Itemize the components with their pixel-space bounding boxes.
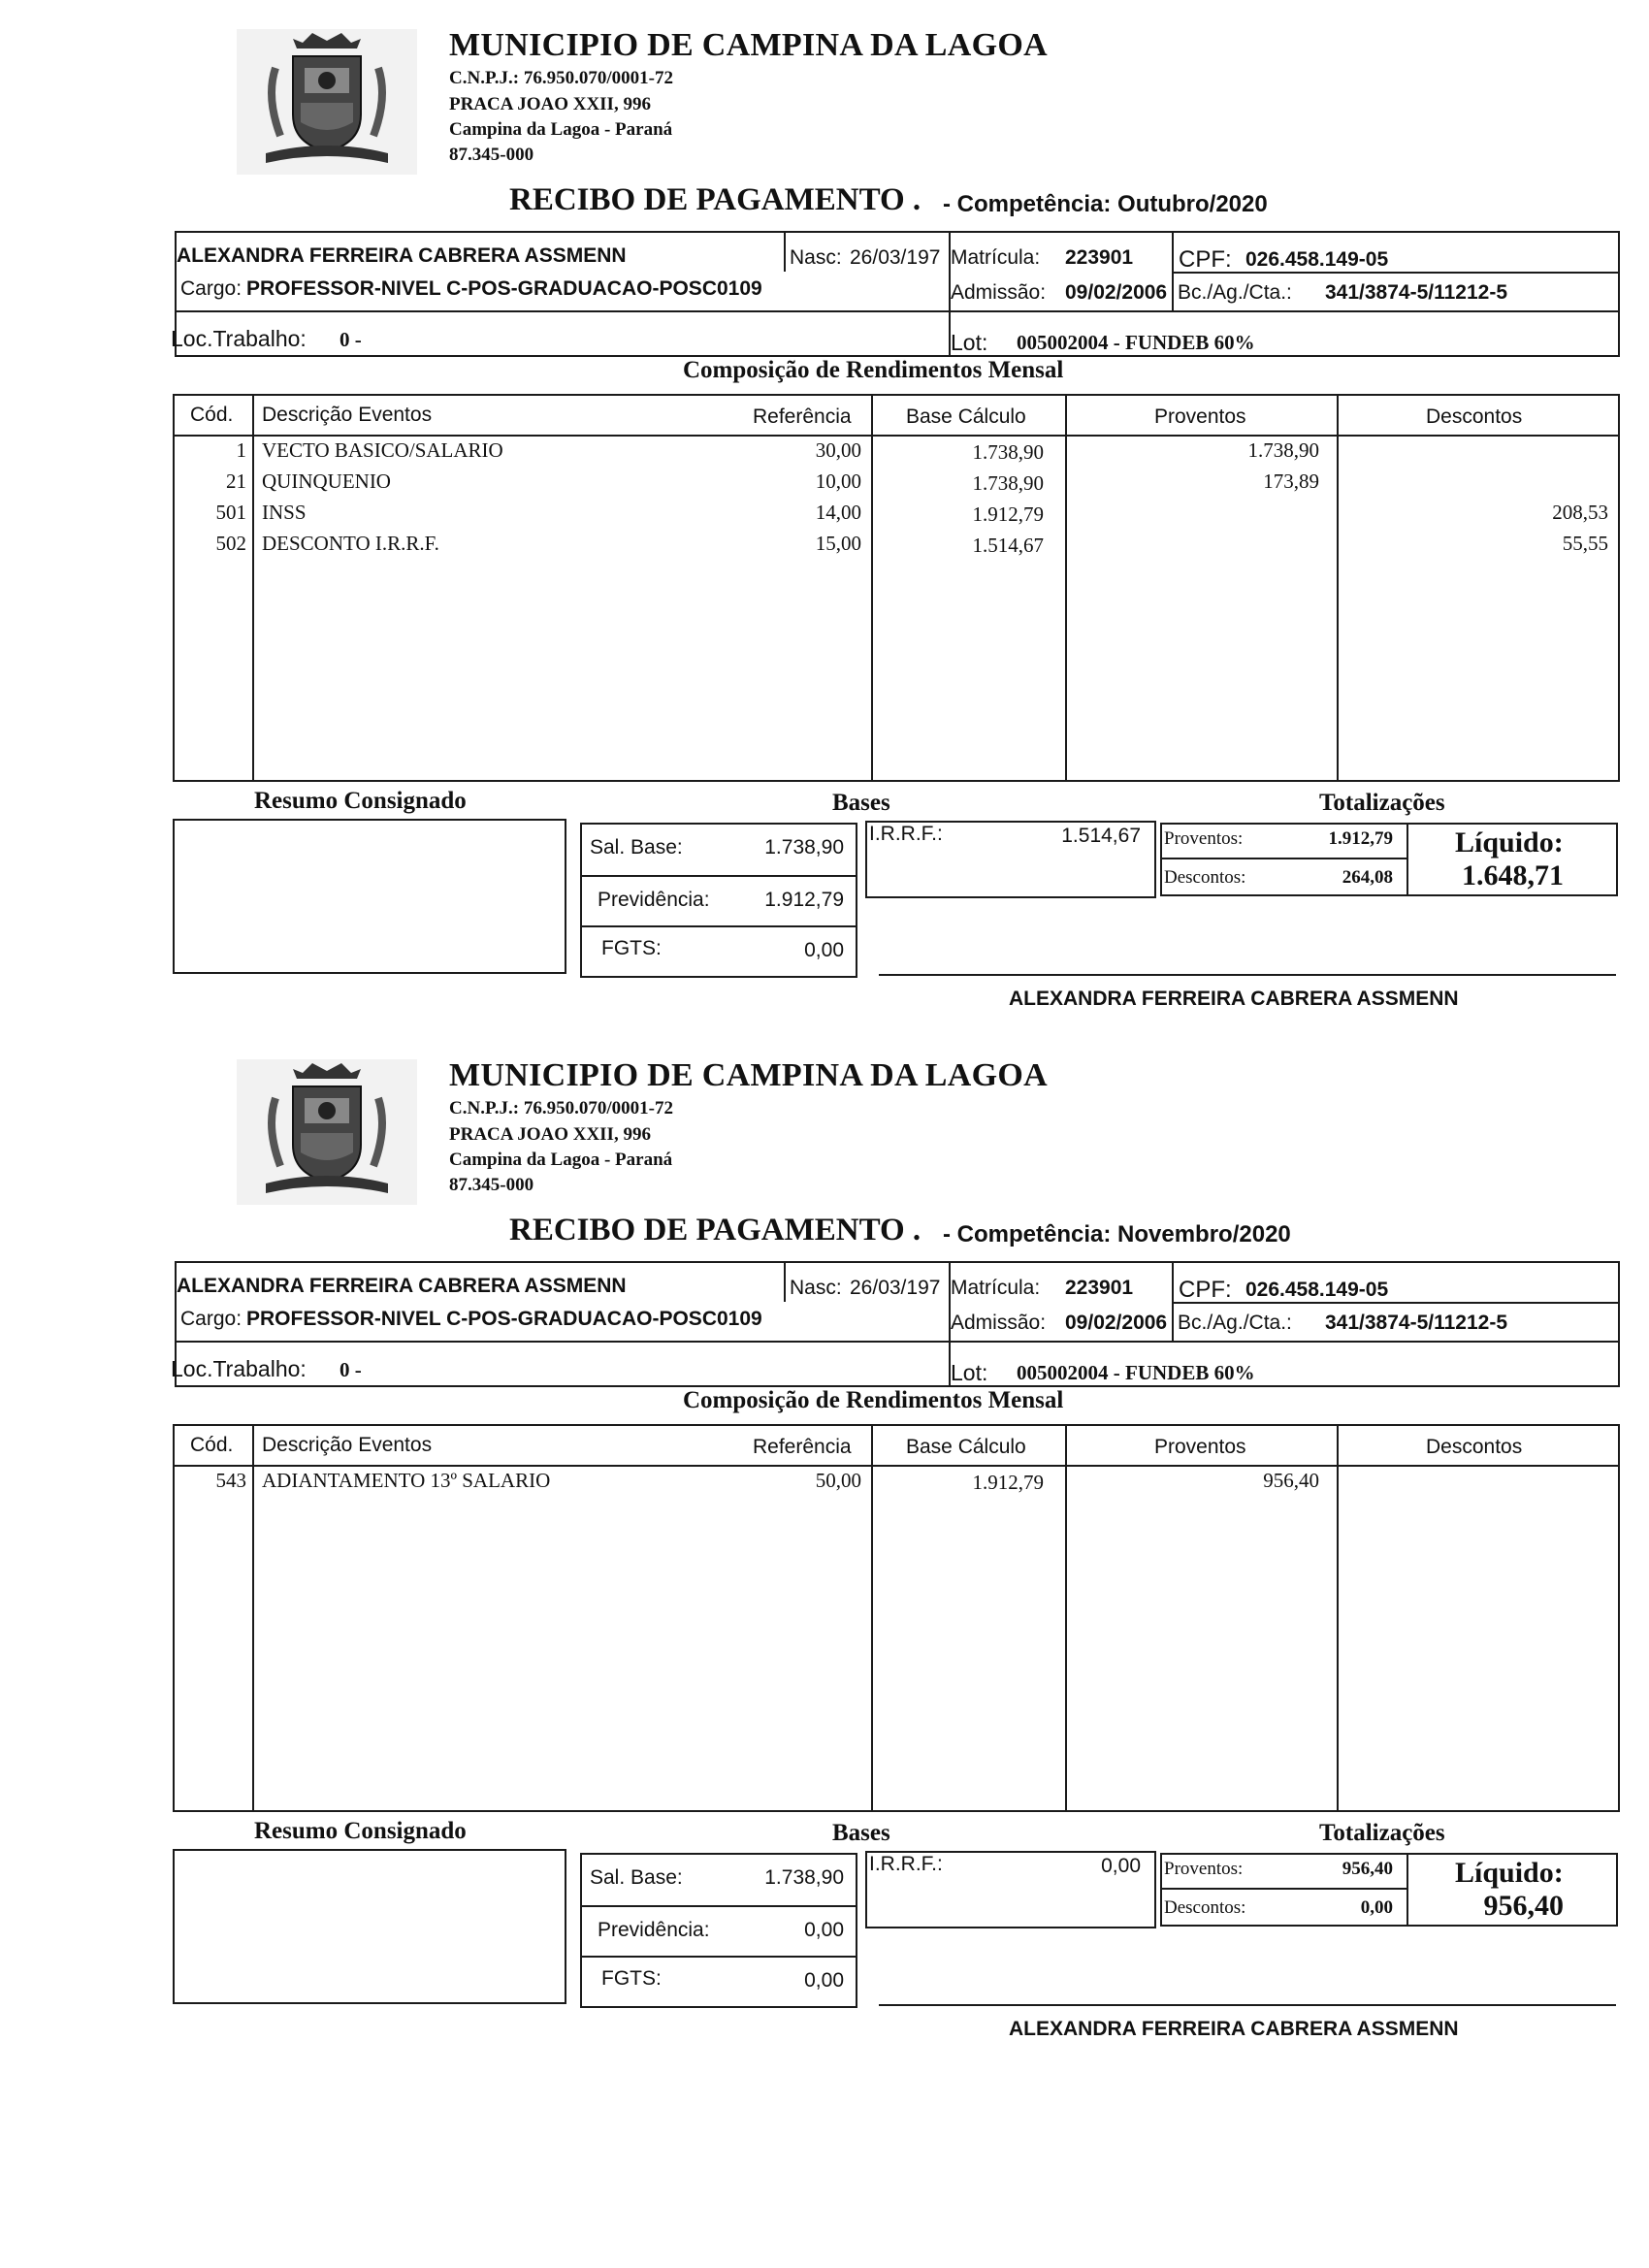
org-address: PRACA JOAO XXII, 996 [449, 1124, 651, 1145]
cell-descontos: 208,53 [1552, 501, 1608, 524]
cell-cod: 501 [215, 501, 246, 524]
col-header-cod: Cód. [190, 404, 234, 426]
matricula-label: Matrícula: [951, 246, 1041, 269]
col-header-proventos: Proventos [1154, 1436, 1246, 1458]
employee-name: ALEXANDRA FERREIRA CABRERA ASSMENN [177, 244, 627, 267]
org-city: Campina da Lagoa - Paraná [449, 1150, 673, 1170]
cell-base-calculo: 1.738,90 [972, 440, 1044, 464]
col-header-descricao: Descrição Eventos [262, 1434, 433, 1456]
cell-cod: 502 [215, 532, 246, 555]
liquido-value: 1.648,71 [1462, 859, 1564, 891]
previdencia-value: 0,00 [804, 1919, 844, 1941]
fgts-value: 0,00 [804, 939, 844, 961]
cell-descricao: VECTO BASICO/SALARIO [262, 438, 503, 462]
org-address: PRACA JOAO XXII, 996 [449, 94, 651, 114]
cell-descricao: QUINQUENIO [262, 470, 391, 493]
composicao-title: Composição de Rendimentos Mensal [683, 1387, 1064, 1413]
payment-receipt [0, 1030, 1649, 2058]
competencia: - Competência: Outubro/2020 [943, 191, 1268, 217]
lot-value: 005002004 - FUNDEB 60% [1017, 1361, 1255, 1384]
org-cep: 87.345-000 [449, 145, 534, 165]
cell-descricao: DESCONTO I.R.R.F. [262, 532, 439, 555]
col-header-referencia: Referência [753, 1436, 852, 1458]
proventos-total-value: 1.912,79 [1328, 828, 1393, 849]
org-name: MUNICIPIO DE CAMPINA DA LAGOA [449, 1057, 1048, 1093]
receipt-title: RECIBO DE PAGAMENTO . [509, 1213, 922, 1247]
cell-descricao: ADIANTAMENTO 13º SALARIO [262, 1469, 551, 1492]
col-header-descontos: Descontos [1426, 405, 1523, 428]
fgts-value: 0,00 [804, 1969, 844, 1992]
banco-label: Bc./Ag./Cta.: [1178, 1312, 1292, 1334]
cpf-value: 026.458.149-05 [1245, 248, 1389, 271]
proventos-total-label: Proventos: [1164, 1859, 1244, 1879]
proventos-total-label: Proventos: [1164, 828, 1244, 849]
org-cep: 87.345-000 [449, 1175, 534, 1195]
irrf-value: 0,00 [1101, 1855, 1141, 1877]
loc-trabalho-label: Loc.Trabalho: [171, 326, 307, 351]
loc-trabalho-value: 0 - [340, 1358, 362, 1381]
sal-base-value: 1.738,90 [764, 836, 844, 859]
cell-descricao: INSS [262, 501, 307, 524]
liquido-label: Líquido: [1455, 826, 1564, 859]
nasc-value: 26/03/197 [850, 246, 941, 269]
cargo-label: Cargo: [180, 277, 242, 300]
cell-cod: 543 [215, 1469, 246, 1492]
receipt-title: RECIBO DE PAGAMENTO . [509, 182, 922, 217]
previdencia-value: 1.912,79 [764, 889, 844, 911]
cell-descontos: 55,55 [1562, 532, 1608, 555]
cell-base-calculo: 1.912,79 [972, 502, 1044, 526]
nasc-label: Nasc: [790, 1277, 842, 1299]
loc-trabalho-label: Loc.Trabalho: [171, 1356, 307, 1381]
cell-proventos: 1.738,90 [1247, 438, 1319, 462]
cpf-value: 026.458.149-05 [1245, 1279, 1389, 1301]
sal-base-label: Sal. Base: [590, 836, 683, 859]
banco-label: Bc./Ag./Cta.: [1178, 281, 1292, 304]
lot-label: Lot: [951, 1360, 988, 1385]
banco-value: 341/3874-5/11212-5 [1325, 1312, 1508, 1334]
signature-name: ALEXANDRA FERREIRA CABRERA ASSMENN [1009, 988, 1459, 1010]
cell-referencia: 10,00 [815, 470, 861, 493]
previdencia-label: Previdência: [598, 889, 710, 911]
irrf-label: I.R.R.F.: [869, 823, 943, 845]
admissao-label: Admissão: [951, 1312, 1047, 1334]
descontos-total-value: 264,08 [1342, 867, 1393, 888]
descontos-total-label: Descontos: [1164, 1897, 1246, 1918]
lot-value: 005002004 - FUNDEB 60% [1017, 331, 1255, 354]
org-cnpj: C.N.P.J.: 76.950.070/0001-72 [449, 68, 673, 88]
cargo-label: Cargo: [180, 1308, 242, 1330]
liquido-label: Líquido: [1455, 1857, 1564, 1889]
sal-base-value: 1.738,90 [764, 1866, 844, 1889]
col-header-cod: Cód. [190, 1434, 234, 1456]
cell-referencia: 50,00 [815, 1469, 861, 1492]
matricula-label: Matrícula: [951, 1277, 1041, 1299]
sal-base-label: Sal. Base: [590, 1866, 683, 1889]
matricula-value: 223901 [1065, 246, 1134, 269]
cpf-label: CPF: [1179, 246, 1232, 273]
resumo-consignado-box [173, 819, 566, 974]
totalizacoes-title: Totalizações [1319, 790, 1445, 816]
cell-proventos: 956,40 [1263, 1469, 1319, 1492]
resumo-consignado-box [173, 1849, 566, 2004]
descontos-total-value: 0,00 [1360, 1897, 1393, 1918]
liquido-value: 956,40 [1483, 1890, 1564, 1922]
lot-label: Lot: [951, 330, 988, 355]
competencia: - Competência: Novembro/2020 [943, 1221, 1291, 1247]
bases-title: Bases [832, 1820, 890, 1846]
cell-base-calculo: 1.912,79 [972, 1471, 1044, 1494]
employee-name: ALEXANDRA FERREIRA CABRERA ASSMENN [177, 1275, 627, 1297]
admissao-value: 09/02/2006 [1065, 281, 1168, 304]
cell-cod: 1 [236, 438, 246, 462]
cell-referencia: 30,00 [815, 438, 861, 462]
admissao-label: Admissão: [951, 281, 1047, 304]
banco-value: 341/3874-5/11212-5 [1325, 281, 1508, 304]
signature-name: ALEXANDRA FERREIRA CABRERA ASSMENN [1009, 2018, 1459, 2040]
org-name: MUNICIPIO DE CAMPINA DA LAGOA [449, 27, 1048, 63]
payment-receipt [0, 0, 1649, 1028]
previdencia-label: Previdência: [598, 1919, 710, 1941]
totalizacoes-title: Totalizações [1319, 1820, 1445, 1846]
descontos-total-label: Descontos: [1164, 867, 1246, 888]
nasc-value: 26/03/197 [850, 1277, 941, 1299]
bases-title: Bases [832, 790, 890, 816]
cell-base-calculo: 1.738,90 [972, 471, 1044, 495]
nasc-label: Nasc: [790, 246, 842, 269]
coat-of-arms-logo [237, 1059, 417, 1205]
coat-of-arms-logo [237, 29, 417, 175]
col-header-base-calculo: Base Cálculo [906, 405, 1026, 428]
irrf-value: 1.514,67 [1061, 825, 1141, 847]
cargo-value: PROFESSOR-NIVEL C-POS-GRADUACAO-POSC0109 [246, 1308, 762, 1330]
cpf-label: CPF: [1179, 1277, 1232, 1303]
col-header-referencia: Referência [753, 405, 852, 428]
composicao-title: Composição de Rendimentos Mensal [683, 357, 1064, 383]
cell-referencia: 15,00 [815, 532, 861, 555]
cell-referencia: 14,00 [815, 501, 861, 524]
resumo-consignado-title: Resumo Consignado [254, 788, 467, 814]
loc-trabalho-value: 0 - [340, 328, 362, 351]
admissao-value: 09/02/2006 [1065, 1312, 1168, 1334]
col-header-descricao: Descrição Eventos [262, 404, 433, 426]
resumo-consignado-title: Resumo Consignado [254, 1818, 467, 1844]
matricula-value: 223901 [1065, 1277, 1134, 1299]
cell-proventos: 173,89 [1263, 470, 1319, 493]
org-cnpj: C.N.P.J.: 76.950.070/0001-72 [449, 1098, 673, 1118]
irrf-label: I.R.R.F.: [869, 1853, 943, 1875]
fgts-label: FGTS: [601, 1967, 662, 1990]
org-city: Campina da Lagoa - Paraná [449, 119, 673, 140]
fgts-label: FGTS: [601, 937, 662, 959]
cell-base-calculo: 1.514,67 [972, 534, 1044, 557]
col-header-proventos: Proventos [1154, 405, 1246, 428]
col-header-descontos: Descontos [1426, 1436, 1523, 1458]
col-header-base-calculo: Base Cálculo [906, 1436, 1026, 1458]
proventos-total-value: 956,40 [1342, 1859, 1393, 1879]
cell-cod: 21 [226, 470, 246, 493]
cargo-value: PROFESSOR-NIVEL C-POS-GRADUACAO-POSC0109 [246, 277, 762, 300]
